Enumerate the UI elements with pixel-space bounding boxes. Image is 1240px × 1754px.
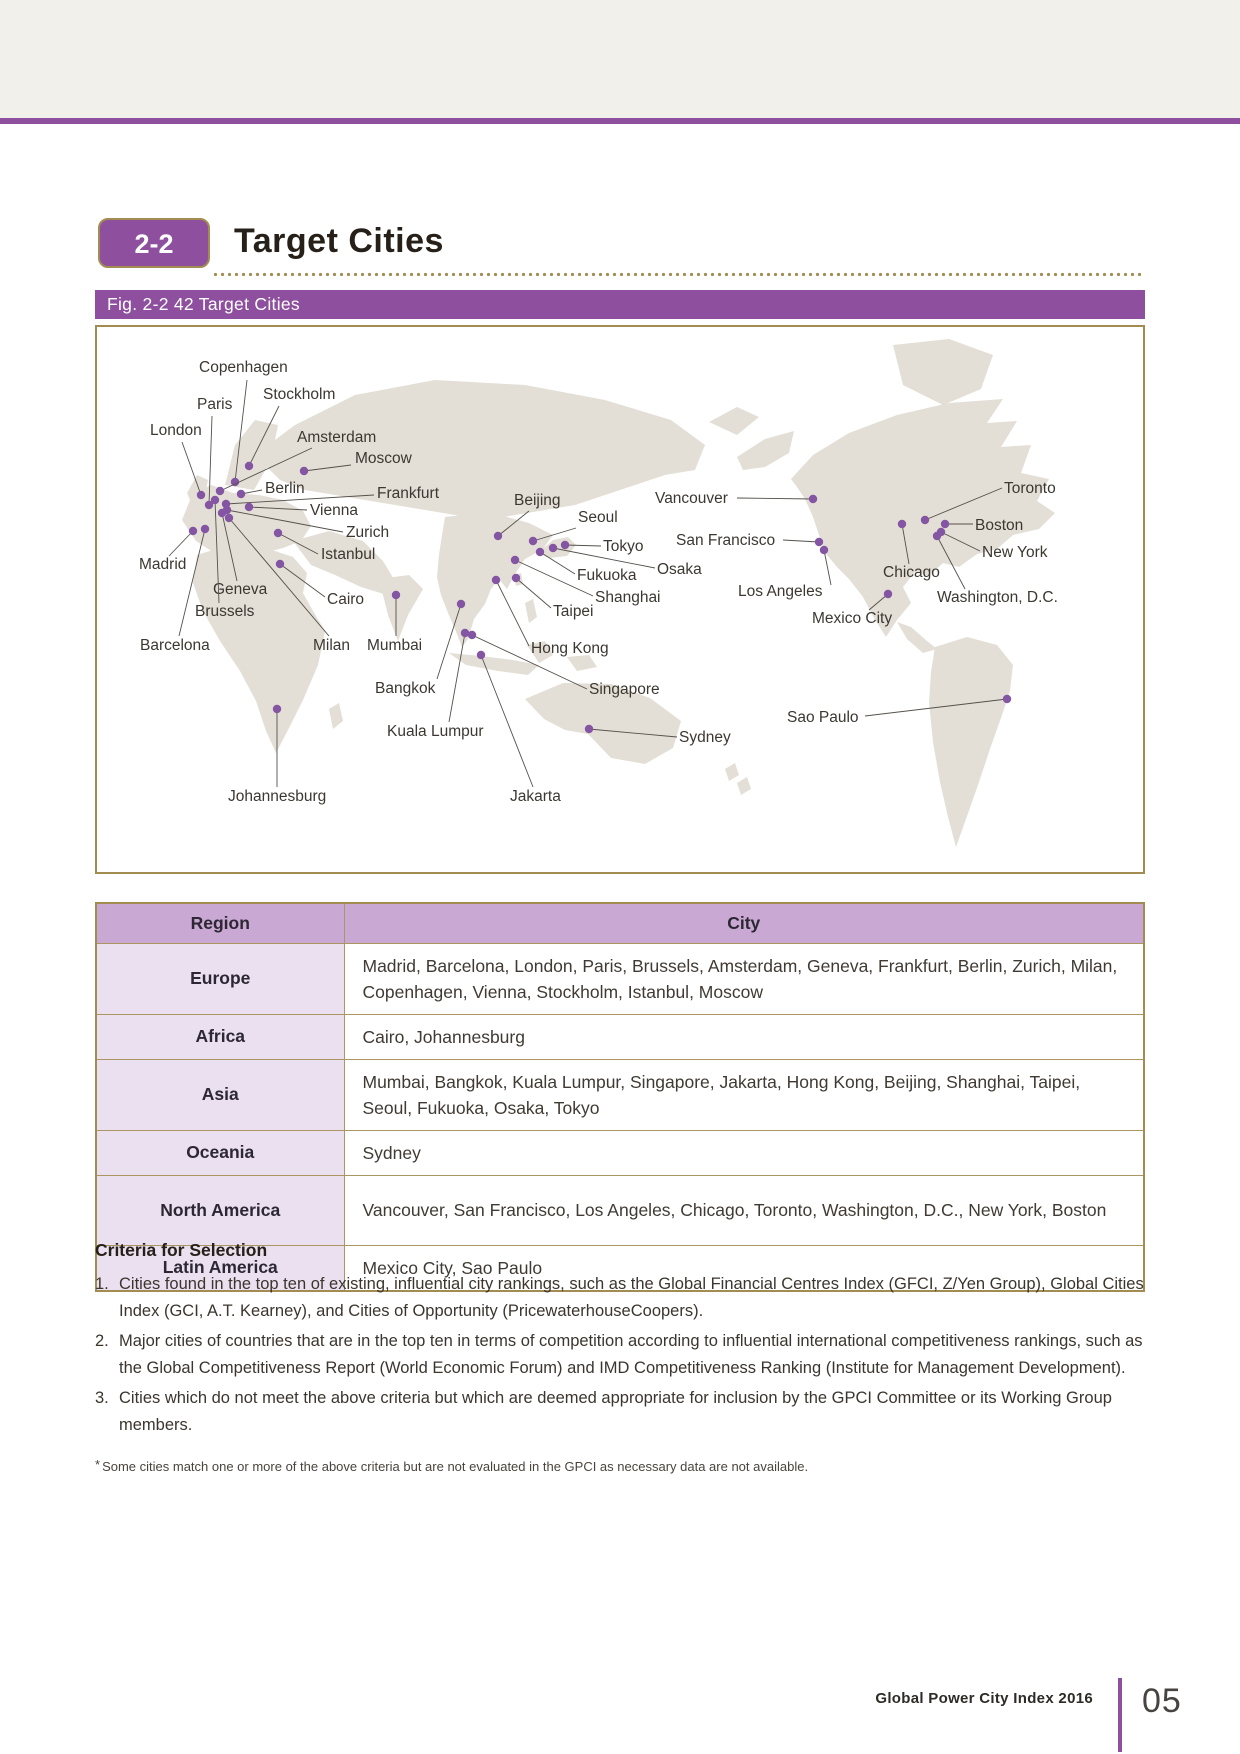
city-dot [468,631,476,639]
city-label: Vancouver [655,490,728,507]
city-label: Mumbai [367,637,423,654]
land-philippines [525,599,537,623]
criteria-item [95,1385,1145,1439]
section-number-badge: 2-2 [98,218,210,268]
city-dot [561,541,569,549]
city-leader-line [449,633,465,722]
city-dot [820,546,828,554]
criteria-item [95,1271,1145,1325]
city-dot [815,538,823,546]
city-label: Beijing [514,492,561,509]
column-header-region: Region [96,903,344,943]
city-label: Sydney [679,729,731,746]
map-city-johannesburg [228,705,326,805]
city-dot [941,520,949,528]
city-label: Mexico City [812,610,893,627]
city-dot [274,529,282,537]
city-label: Zurich [346,524,390,541]
city-list-cell: Madrid, Barcelona, London, Paris, Brussels, Amsterdam, Geneva, Frankfurt, Berlin, Zurich, Milan, Copenhagen, Vienna, Stockholm, Istanbul, Moscow [344,943,1144,1014]
city-leader-line [496,580,529,646]
dotted-rule [212,272,1145,277]
table-row [96,1175,1144,1245]
city-label: Taipei [553,603,594,620]
city-label: Boston [975,517,1024,534]
table-header-row [96,903,1144,943]
city-list-cell: Cairo, Johannesburg [344,1014,1144,1059]
city-dot [197,491,205,499]
land-alaska [737,431,794,470]
city-label: Barcelona [140,637,210,654]
figure-caption-bar: Fig. 2-2 42 Target Cities [95,290,1145,319]
city-label: Stockholm [263,386,336,403]
city-leader-line [169,531,193,556]
city-leader-line [737,498,813,499]
city-dot [549,544,557,552]
city-dot [536,548,544,556]
city-dot [245,462,253,470]
city-label: Milan [313,637,351,654]
city-dot [921,516,929,524]
city-dot [300,467,308,475]
footnote-marker: * [95,1457,101,1472]
city-dot [884,590,892,598]
land-india [379,575,423,641]
city-label: Hong Kong [531,640,609,657]
city-label: Madrid [139,556,187,573]
city-label: Osaka [657,561,702,578]
city-label: Istanbul [321,546,376,563]
city-dot [216,487,224,495]
criteria-item-text: Cities found in the top ten of existing, influential city rankings, such as the Global Financial Centres Index (GFCI, Z/Yen Group), Global Cities Index (GCI, A.T. Kearney), and Cities of Opportunity (PricewaterhouseCoopers). [119,1275,1144,1320]
city-label: Washington, D.C. [937,589,1058,606]
city-dot [529,537,537,545]
table-row [96,1059,1144,1130]
city-label: Amsterdam [297,429,377,446]
land-indonesia [449,653,539,675]
land-new-zealand-north [725,763,739,781]
city-dot [1003,695,1011,703]
land-new-guinea [567,655,597,671]
criteria-item-number: 1. [95,1275,109,1293]
region-city-table [95,902,1145,1292]
city-leader-line [481,655,533,787]
city-label: Kuala Lumpur [387,723,484,740]
city-dot [809,495,817,503]
map-city-vancouver [655,490,817,507]
city-label: Singapore [589,681,660,698]
city-label: Chicago [883,564,940,581]
city-label: New York [982,544,1048,561]
city-label: Toronto [1004,480,1056,497]
map-city-los-angeles [738,546,831,600]
city-dot [933,532,941,540]
table-row [96,1014,1144,1059]
city-dot [494,532,502,540]
footer-divider [1118,1678,1122,1752]
city-dot [225,514,233,522]
city-dot [218,509,226,517]
page-top-band [0,0,1240,124]
city-dot [189,527,197,535]
city-dot [492,576,500,584]
city-label: Geneva [213,581,268,598]
city-label: Seoul [578,509,618,526]
city-dot [585,725,593,733]
table-row [96,943,1144,1014]
city-dot [201,525,209,533]
city-label: Jakarta [510,788,561,805]
city-label: Johannesburg [228,788,327,805]
criteria-title: Criteria for Selection [95,1240,268,1260]
criteria-footnote [95,1457,1145,1474]
criteria-item [95,1328,1145,1382]
region-cell: Oceania [96,1130,344,1175]
map-city-san-francisco [676,532,823,549]
city-dot [245,503,253,511]
city-label: Moscow [355,450,412,467]
city-dot [477,651,485,659]
city-label: Sao Paulo [787,709,859,726]
region-cell: Latin America [96,1245,344,1291]
footer-page-number: 05 [1142,1682,1182,1720]
city-list-cell: Mexico City, Sao Paulo [344,1245,1144,1291]
land-chukotka [709,407,759,435]
city-list-cell: Sydney [344,1130,1144,1175]
city-label: Frankfurt [377,485,440,502]
city-label: San Francisco [676,532,776,549]
land-greenland [893,339,993,405]
city-label: London [150,422,202,439]
region-cell: Europe [96,943,344,1014]
footnote-text: Some cities match one or more of the above criteria but are not evaluated in the GPCI as necessary data are not available. [102,1459,809,1474]
city-label: Bangkok [375,680,436,697]
city-dot [211,496,219,504]
world-map [97,327,1143,872]
criteria-item-number: 2. [95,1332,109,1350]
region-cell: Asia [96,1059,344,1130]
city-label: Tokyo [603,538,644,555]
page-title: Target Cities [234,222,444,260]
city-dot [273,705,281,713]
land-madagascar [329,703,343,729]
city-label: Copenhagen [199,359,288,376]
city-list-cell: Vancouver, San Francisco, Los Angeles, Chicago, Toronto, Washington, D.C., New York, Boston [344,1175,1144,1245]
land-new-zealand-south [737,777,751,795]
land-central-america [897,622,937,653]
city-dot [392,591,400,599]
city-dot [898,520,906,528]
city-dot [457,600,465,608]
city-label: Brussels [195,603,255,620]
table-row [96,1130,1144,1175]
region-cell: North America [96,1175,344,1245]
city-label: Vienna [310,502,358,519]
city-dot [237,490,245,498]
footer-booklet-title: Global Power City Index 2016 [875,1690,1093,1707]
city-label: Fukuoka [577,567,637,584]
city-label: Cairo [327,591,365,608]
city-dot [511,556,519,564]
criteria-section [95,1240,1145,1487]
criteria-item-number: 3. [95,1389,109,1407]
map-city-jakarta [477,651,561,805]
map-city-madrid [139,527,197,573]
land-africa [193,545,325,753]
city-dot [276,560,284,568]
city-leader-line [783,540,819,542]
column-header-city: City [344,903,1144,943]
criteria-item-text: Major cities of countries that are in the top ten in terms of competition according to influential international competitiveness rankings, such as the Global Competitiveness Report (World Economic Forum) and IMD Competitiveness Ranking (Institute for Management Development). [119,1332,1143,1377]
region-cell: Africa [96,1014,344,1059]
world-map-figure [95,325,1145,874]
city-label: Berlin [265,480,305,497]
city-label: Paris [197,396,233,413]
criteria-list [95,1271,1145,1439]
land-south-america [929,637,1013,847]
city-label: Shanghai [595,589,661,606]
city-label: Los Angeles [738,583,823,600]
city-dot [512,574,520,582]
region-city-table-body [96,943,1144,1291]
city-list-cell: Mumbai, Bangkok, Kuala Lumpur, Singapore, Jakarta, Hong Kong, Beijing, Shanghai, Taipei, Seoul, Fukuoka, Osaka, Tokyo [344,1059,1144,1130]
criteria-item-text: Cities which do not meet the above criteria but which are deemed appropriate for inclusion by the GPCI Committee or its Working Group members. [119,1389,1112,1434]
